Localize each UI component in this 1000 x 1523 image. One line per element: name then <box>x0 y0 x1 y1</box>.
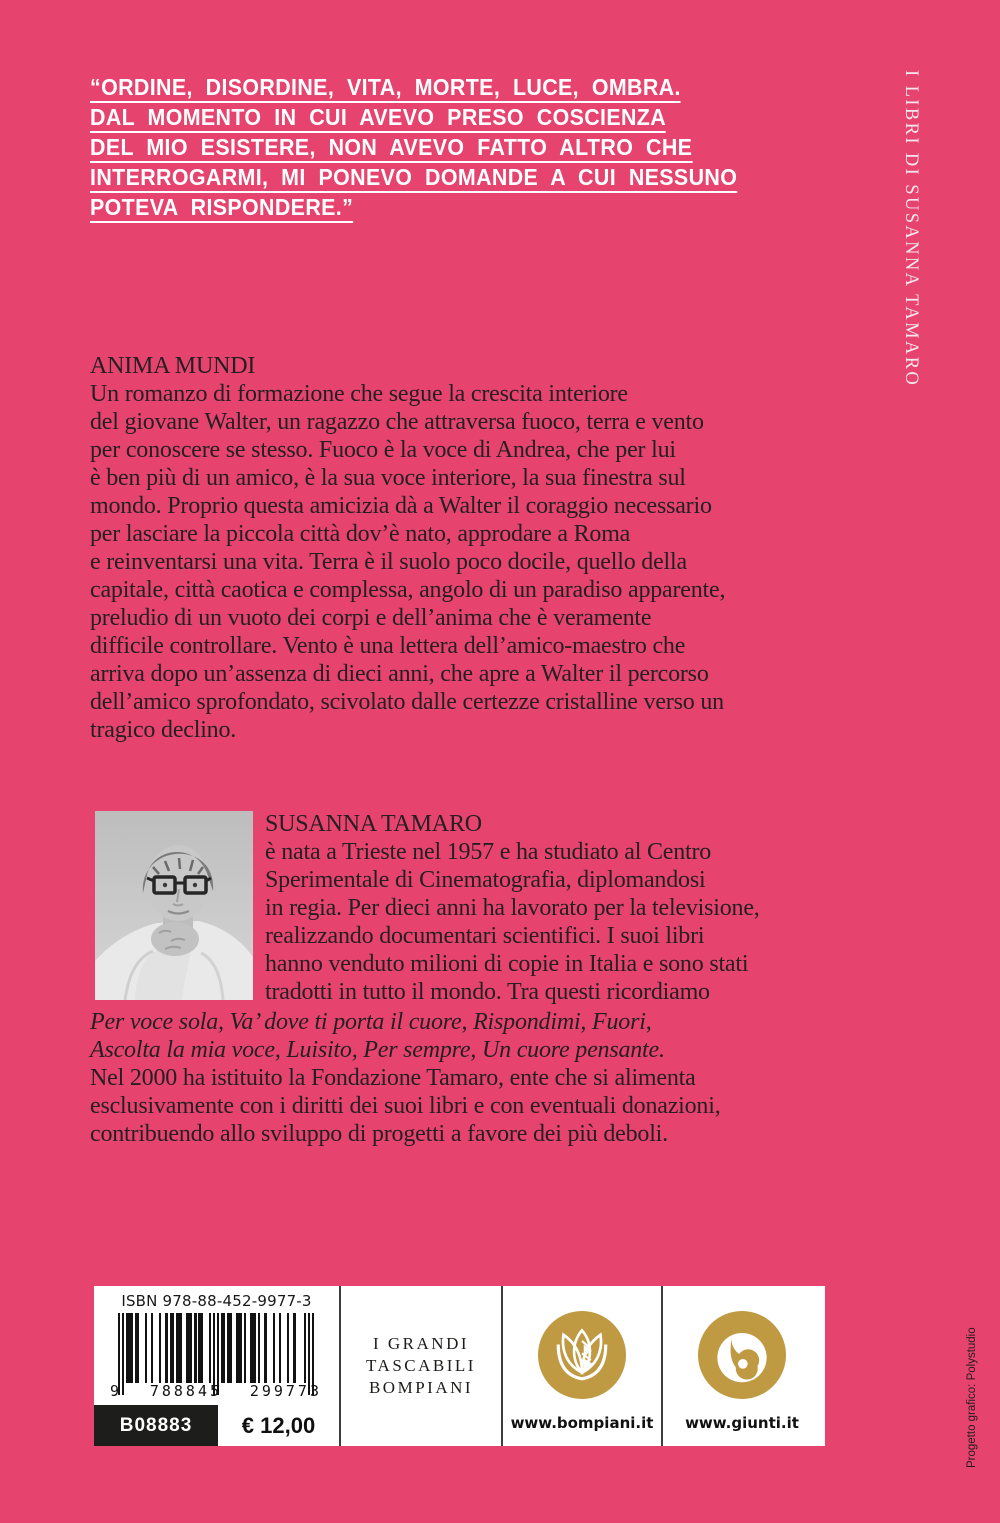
barcode-digit-group: 299773 <box>249 1382 322 1400</box>
description-line: difficile controllare. Vento è una lettera dell’amico-maestro che <box>90 633 686 659</box>
quote-line-text: POTEVA RISPONDERE.” <box>90 196 353 223</box>
bio-line: in regia. Per dieci anni ha lavorato per la televisione, <box>265 895 760 921</box>
quote-line-text: INTERROGARMI, MI PONEVO DOMANDE A CUI NESSUNO <box>90 166 737 193</box>
bio-line: esclusivamente con i diritti dei suoi libri e con eventuali donazioni, <box>90 1093 721 1119</box>
bio-text-full-width <box>90 1008 890 1148</box>
bio-line: è nata a Trieste nel 1957 e ha studiato al Centro <box>265 839 712 865</box>
series-line: TASCABILI <box>366 1356 476 1375</box>
bompiani-block <box>503 1286 661 1446</box>
giunti-url: www.giunti.it <box>685 1414 799 1432</box>
description-line: del giovane Walter, un ragazzo che attraversa fuoco, terra e vento <box>90 409 704 435</box>
description-line: capitale, città caotica e complessa, angolo di un paradiso apparente, <box>90 577 726 603</box>
quote-line-text: DEL MIO ESISTERE, NON AVEVO FATTO ALTRO CHE <box>90 136 692 163</box>
catalog-code: B08883 <box>94 1405 218 1446</box>
quote-line <box>90 164 738 193</box>
description-line: per conoscere se stesso. Fuoco è la voce di Andrea, che per lui <box>90 437 676 463</box>
bio-line: tradotti in tutto il mondo. Tra questi ricordiamo <box>265 979 710 1005</box>
quote-line <box>90 104 704 133</box>
code-price-row <box>94 1405 339 1446</box>
description-line: è ben più di un amico, è la sua voce interiore, la sua finestra sul <box>90 465 686 491</box>
barcode-digit-group: 788845 <box>149 1382 223 1400</box>
quote-line <box>90 134 704 163</box>
description-line: arriva dopo un’assenza di dieci anni, che apre a Walter il percorso <box>90 661 709 687</box>
author-bio <box>90 810 890 1148</box>
description-line: dell’amico sprofondato, scivolato dalle certezze cristalline verso un <box>90 689 724 715</box>
bio-line: Nel 2000 ha istituito la Fondazione Tamaro, ente che si alimenta <box>90 1065 696 1091</box>
bio-line: Sperimentale di Cinematografia, diplomandosi <box>265 867 706 893</box>
barcode-digits <box>110 1382 322 1400</box>
description-line: tragico declino. <box>90 717 237 743</box>
barcode-digit-group: 9 <box>110 1382 123 1400</box>
author-photo <box>95 811 253 1000</box>
series-block <box>341 1286 501 1446</box>
footer-strip <box>94 1286 825 1446</box>
bio-line: contribuendo allo sviluppo di progetti a favore dei più deboli. <box>90 1121 668 1147</box>
author-name: SUSANNA TAMARO <box>265 811 482 837</box>
bio-book-titles-line: Per voce sola, Va’ dove ti porta il cuore, Rispondimi, Fuori, <box>90 1009 652 1035</box>
description-line: e reinventarsi una vita. Terra è il suolo poco docile, quello della <box>90 549 687 575</box>
bio-line: realizzando documentari scientifici. I suoi libri <box>265 923 705 949</box>
description-line: preludio di un vuoto dei corpi e dell’anima che è veramente <box>90 605 652 631</box>
bompiani-flower-logo-icon <box>538 1311 626 1399</box>
book-description <box>90 352 880 744</box>
giunti-block <box>663 1286 821 1446</box>
bio-text-beside-photo <box>265 810 890 1006</box>
design-credit: Progetto grafico: Polystudio <box>966 1327 978 1468</box>
barcode-block <box>94 1286 339 1446</box>
price: € 12,00 <box>218 1405 339 1446</box>
cover-quote <box>90 74 738 224</box>
quote-line-text: DAL MOMENTO IN CUI AVEVO PRESO COSCIENZA <box>90 106 666 133</box>
quote-line-text: “ORDINE, DISORDINE, VITA, MORTE, LUCE, OMBRA. <box>90 76 681 103</box>
description-line: mondo. Proprio questa amicizia dà a Walter il coraggio necessario <box>90 493 712 519</box>
series-line: BOMPIANI <box>368 1378 474 1397</box>
quote-line <box>90 74 704 103</box>
quote-line <box>90 194 704 223</box>
description-line: Un romanzo di formazione che segue la crescita interiore <box>90 381 628 407</box>
series-line: I GRANDI <box>372 1334 470 1353</box>
description-line: per lasciare la piccola città dov’è nato, approdare a Roma <box>90 521 631 547</box>
bio-line: hanno venduto milioni di copie in Italia e sono stati <box>265 951 749 977</box>
bio-book-titles-line: Ascolta la mia voce, Luisito, Per sempre, Un cuore pensante. <box>90 1037 665 1063</box>
giunti-g-logo-icon <box>698 1311 786 1399</box>
series-spine-text: I LIBRI DI SUSANNA TAMARO <box>901 70 921 388</box>
book-title: ANIMA MUNDI <box>90 353 256 379</box>
isbn-label: ISBN 978-88-452-9977-3 <box>121 1292 312 1310</box>
bompiani-url: www.bompiani.it <box>510 1414 654 1432</box>
